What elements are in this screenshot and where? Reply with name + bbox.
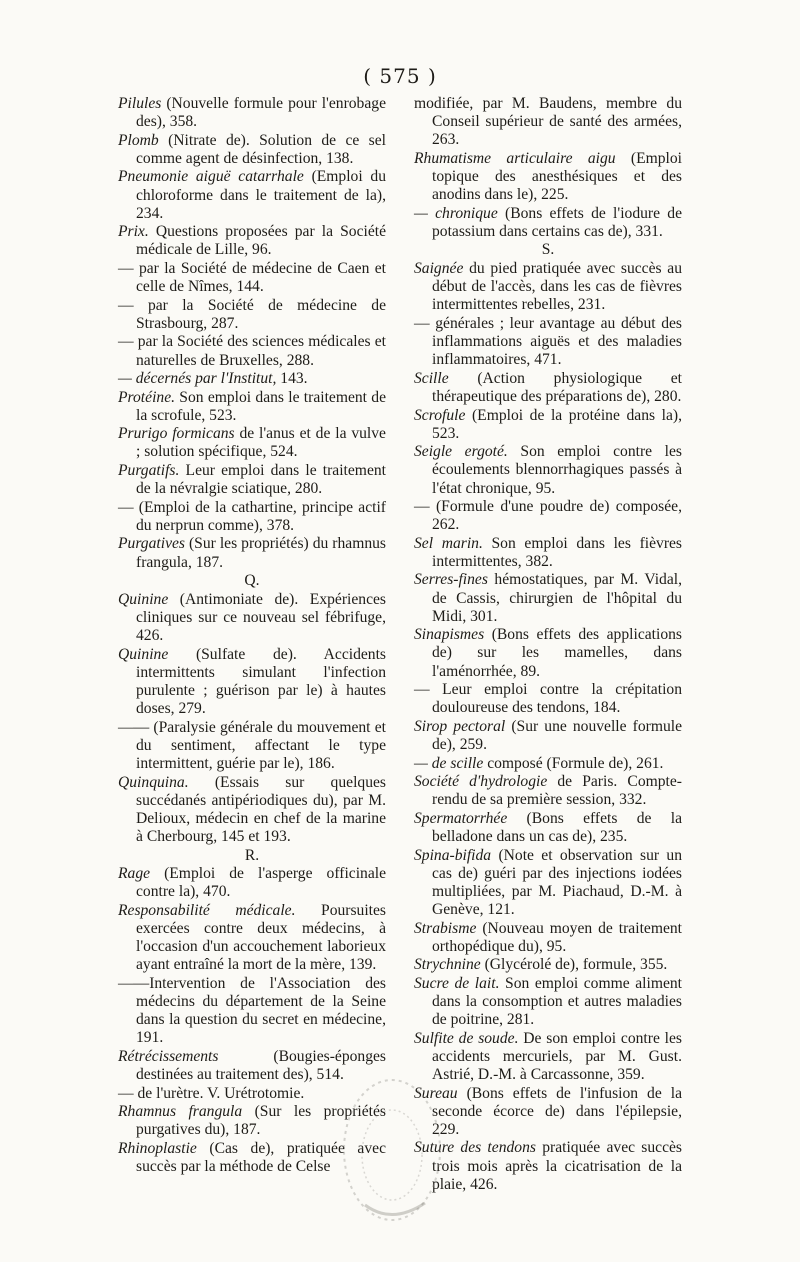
index-entry bbox=[118, 1103, 386, 1139]
entry-headword: Purgatives bbox=[118, 535, 185, 553]
entry-text: hémostatiques, par M. Vidal, de Cassis, chirurgien de l'hôpital du Midi, 301. bbox=[432, 571, 682, 625]
index-entry bbox=[414, 370, 682, 406]
index-entry bbox=[118, 719, 386, 773]
entry-headword: Pilules bbox=[118, 95, 162, 112]
entry-headword: Rétrécissements bbox=[118, 1047, 219, 1065]
entry-text: — (Emploi de la cathartine, principe actif du nerprun comme), 378. bbox=[118, 498, 386, 534]
entry-text: (Bons effets de la belladone dans un cas de), 235. bbox=[432, 809, 682, 845]
entry-text: Son emploi contre les écoulements blennorrhagiques passés à l'état chronique, 95. bbox=[432, 443, 682, 497]
entry-text: ——Intervention de l'Association des médecins du département de la Seine dans la question du secret en médecine, 191. bbox=[118, 974, 386, 1047]
entry-headword: — décernés par l'Institut, bbox=[118, 370, 277, 388]
entry-text: pratiquée avec succès trois mois après la cicatrisation de la plaie, 426. bbox=[432, 1139, 682, 1193]
entry-text: (Bougies-éponges destinées au traitement des), 514. bbox=[136, 1047, 386, 1084]
index-entry bbox=[414, 975, 682, 1029]
index-entry bbox=[414, 1030, 682, 1084]
page-number: ( 575 ) bbox=[363, 64, 437, 88]
index-entry bbox=[118, 1085, 386, 1103]
index-entry bbox=[414, 498, 682, 534]
index-entry bbox=[414, 847, 682, 920]
index-entry bbox=[118, 370, 386, 388]
index-entry bbox=[118, 425, 386, 461]
entry-headword: Scrofule bbox=[414, 406, 466, 424]
entry-text: de l'anus et de la vulve ; solution spécifique, 524. bbox=[136, 425, 386, 461]
index-entry bbox=[118, 499, 386, 535]
index-entry bbox=[118, 333, 386, 369]
index-entry bbox=[414, 443, 682, 497]
entry-text: du pied pratiquée avec succès au début de l'accès, dans les cas de fièvres intermittentes rebelles, 231. bbox=[432, 260, 682, 314]
index-entry bbox=[414, 407, 682, 443]
entry-text: (Nitrate de). Solution de ce sel comme agent de désinfection, 138. bbox=[136, 131, 386, 167]
entry-text: (Nouvelle formule pour l'enrobage des), 358. bbox=[136, 95, 386, 131]
entry-headword: Plomb bbox=[118, 131, 159, 149]
index-entry bbox=[414, 755, 682, 773]
entry-headword: Strychnine bbox=[414, 956, 481, 974]
index-entry bbox=[118, 865, 386, 901]
entry-text: (Emploi du chloroforme dans le traitement de la), 234. bbox=[136, 168, 387, 222]
entry-text: (Note et observation sur un cas de) guéri par des injections iodées multipliées, par M. Piachaud, D.-M. à Genève, 121. bbox=[432, 846, 682, 919]
index-entry bbox=[118, 95, 386, 131]
entry-headword: Quinquina. bbox=[118, 773, 189, 791]
index-entry bbox=[414, 315, 682, 369]
entry-headword: Spermatorrhée bbox=[414, 809, 508, 827]
index-entry bbox=[118, 535, 386, 571]
entry-headword: Sulfite de soude. bbox=[414, 1029, 519, 1047]
entry-text: composé (Formule de), 261. bbox=[483, 754, 664, 772]
entry-text: (Bons effets de l'iodure de potassium dans certains cas de), 331. bbox=[432, 204, 682, 240]
entry-headword: Quinine bbox=[118, 590, 169, 608]
entry-text: (Sur une nouvelle formule de), 259. bbox=[432, 717, 682, 754]
entry-headword: Sel marin. bbox=[414, 534, 483, 552]
entry-text: — Leur emploi contre la crépitation douloureuse des tendons, 184. bbox=[414, 681, 682, 717]
entry-text: Leur emploi dans le traitement de la névralgie sciatique, 280. bbox=[136, 462, 386, 498]
entry-headword: Rage bbox=[118, 865, 151, 883]
entry-headword: Quinine bbox=[118, 645, 169, 663]
entry-text: (Cas de), pratiquée avec succès par la méthode de Celse bbox=[136, 1139, 386, 1176]
index-entry bbox=[414, 571, 682, 625]
index-entry bbox=[414, 718, 682, 754]
index-column-left bbox=[118, 95, 386, 1177]
entry-text: (Emploi topique des anesthésiques et des anodins dans le), 225. bbox=[432, 149, 682, 204]
entry-text: de Paris. Compte-rendu de sa première session, 332. bbox=[432, 773, 682, 809]
index-entry bbox=[414, 810, 682, 846]
entry-text: Son emploi dans le traitement de la scrofule, 523. bbox=[136, 388, 386, 424]
entry-text: (Nouveau moyen de traitement orthopédique du), 95. bbox=[432, 919, 682, 955]
entry-headword: Rhumatisme articulaire aigu bbox=[414, 149, 616, 167]
entry-text: (Emploi de l'asperge officinale contre la), 470. bbox=[136, 865, 386, 901]
entry-text: (Antimoniate de). Expériences cliniques sur ce nouveau sel fébrifuge, 426. bbox=[136, 590, 386, 645]
index-entry bbox=[118, 646, 386, 719]
index-entry bbox=[118, 297, 386, 333]
index-entry bbox=[118, 1140, 386, 1176]
entry-text: — par la Société de médecine de Strasbourg, 287. bbox=[118, 296, 386, 332]
entry-headword: Sirop pectoral bbox=[414, 717, 506, 735]
index-entry bbox=[414, 626, 682, 680]
entry-text: (Sulfate de). Accidents intermittents simulant l'infection purulente ; guérison par le) à hautes doses, 279. bbox=[136, 645, 386, 718]
section-letter: R. bbox=[244, 846, 260, 864]
index-entry bbox=[414, 920, 682, 956]
entry-text: (Glycérolé de), formule, 355. bbox=[480, 956, 668, 974]
index-entry bbox=[414, 1139, 682, 1193]
entry-headword: Spina-bifida bbox=[414, 846, 492, 864]
entry-headword: Pneumonie aiguë catarrhale bbox=[118, 168, 304, 186]
index-entry bbox=[118, 902, 386, 975]
index-entry bbox=[118, 774, 386, 847]
entry-headword: Purgatifs. bbox=[118, 462, 180, 480]
entry-text: (Essais sur quelques succédanés antipériodiques du), par M. Delioux, médecin en chef de la marine à Cherbourg, 145 et 193. bbox=[136, 773, 386, 845]
index-entry bbox=[118, 389, 386, 425]
index-entry bbox=[118, 591, 386, 645]
index-entry bbox=[118, 462, 386, 498]
entry-headword: Serres-fines bbox=[414, 571, 488, 589]
entry-headword: Seigle ergoté. bbox=[414, 443, 508, 461]
index-entry bbox=[118, 168, 386, 222]
index-entry bbox=[414, 956, 682, 974]
index-entry bbox=[414, 1085, 682, 1139]
entry-text: De son emploi contre les accidents mercuriels, par M. Gust. Astrié, D.-M. à Carcassonne, 359. bbox=[432, 1029, 683, 1083]
entry-text: — générales ; leur avantage au début des inflammations aiguës et des maladies inflammatoires, 471. bbox=[414, 314, 682, 369]
entry-headword: Prurigo formicans bbox=[118, 425, 235, 443]
index-entry bbox=[118, 223, 386, 259]
entry-text: — de l'urètre. V. Urétrotomie. bbox=[118, 1084, 305, 1102]
entry-text: Son emploi comme aliment dans la consomption et autres maladies de poitrine, 281. bbox=[432, 974, 682, 1029]
entry-text: Poursuites exercées contre deux médecins, à l'occasion d'un accouchement laborieux ayant entraîné la mort de la mère, 139. bbox=[136, 901, 386, 974]
entry-headword: — de scille bbox=[414, 754, 484, 772]
entry-text: Son emploi dans les fièvres intermittentes, 382. bbox=[432, 534, 682, 570]
entry-text: (Sur les propriétés) du rhamnus frangula, 187. bbox=[136, 535, 386, 571]
index-entry bbox=[414, 95, 682, 149]
entry-headword: Suture des tendons bbox=[414, 1139, 536, 1157]
entry-headword: Protéine. bbox=[118, 388, 176, 406]
entry-headword: Strabisme bbox=[414, 919, 477, 937]
entry-text: (Bons effets des applications de) sur les mamelles, dans l'aménorrhée, 89. bbox=[432, 626, 682, 680]
entry-text: —— (Paralysie générale du mouvement et du sentiment, affectant le type intermittent, guérie par le), 186. bbox=[118, 718, 386, 772]
entry-headword: Responsabilité médicale. bbox=[118, 901, 296, 919]
entry-headword: Prix. bbox=[118, 223, 149, 241]
index-column-right bbox=[414, 95, 682, 1194]
entry-text: (Action physiologique et thérapeutique des préparations de), 280. bbox=[432, 369, 682, 405]
entry-text: (Sur les propriétés purgatives du), 187. bbox=[136, 1103, 386, 1139]
entry-text: Questions proposées par la Société médicale de Lille, 96. bbox=[136, 223, 386, 259]
entry-headword: Rhinoplastie bbox=[118, 1139, 197, 1157]
entry-text: (Bons effets de l'infusion de la seconde écorce de) dans l'épilepsie, 229. bbox=[432, 1084, 682, 1138]
index-entry bbox=[414, 150, 682, 204]
index-entry bbox=[414, 681, 682, 717]
index-entry bbox=[414, 260, 682, 314]
section-letter: S. bbox=[541, 241, 555, 259]
entry-headword: Société d'hydrologie bbox=[414, 773, 548, 791]
entry-text: modifiée, par M. Baudens, membre du Conseil supérieur de santé des armées, 263. bbox=[414, 95, 682, 149]
entry-headword: Sinapismes bbox=[414, 626, 485, 644]
entry-text: — par la Société des sciences médicales et naturelles de Bruxelles, 288. bbox=[118, 333, 386, 369]
index-entry bbox=[118, 975, 386, 1048]
index-entry bbox=[414, 773, 682, 809]
section-letter: Q. bbox=[244, 572, 260, 590]
entry-text: 143. bbox=[276, 370, 308, 388]
entry-text: (Emploi de la protéine dans la), 523. bbox=[432, 406, 682, 442]
index-entry bbox=[118, 132, 386, 168]
entry-headword: Rhamnus frangula bbox=[118, 1103, 243, 1121]
index-entry bbox=[118, 1048, 386, 1084]
index-entry bbox=[118, 260, 386, 296]
entry-headword: Scille bbox=[414, 369, 449, 387]
index-entry bbox=[414, 535, 682, 571]
entry-text: — (Formule d'une poudre de) composée, 262. bbox=[414, 498, 682, 534]
entry-headword: — chronique bbox=[414, 204, 498, 222]
index-entry bbox=[414, 205, 682, 241]
entry-headword: Saignée bbox=[414, 260, 464, 278]
entry-text: — par la Société de médecine de Caen et celle de Nîmes, 144. bbox=[118, 259, 386, 296]
entry-headword: Sucre de lait. bbox=[414, 974, 500, 992]
entry-headword: Sureau bbox=[414, 1084, 458, 1102]
